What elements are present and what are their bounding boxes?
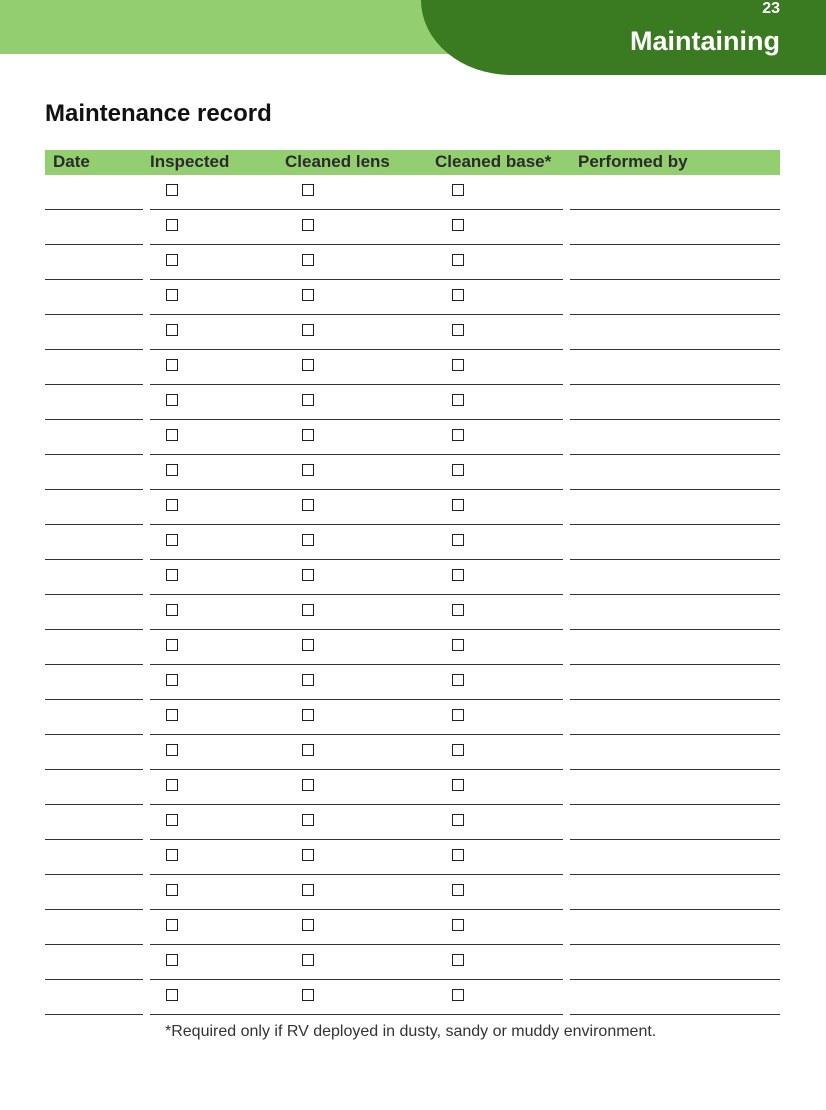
inspected-checkbox[interactable] xyxy=(166,254,178,266)
cleaned-base-checkbox[interactable] xyxy=(452,184,464,196)
inspected-checkbox[interactable] xyxy=(166,744,178,756)
cleaned-base-checkbox[interactable] xyxy=(452,289,464,301)
inspected-checkbox[interactable] xyxy=(166,954,178,966)
cleaned-base-checkbox[interactable] xyxy=(452,324,464,336)
page-number: 23 xyxy=(762,0,780,17)
table-row xyxy=(45,910,780,945)
cleaned-base-checkbox[interactable] xyxy=(452,604,464,616)
cleaned-lens-checkbox[interactable] xyxy=(302,184,314,196)
cleaned-lens-checkbox[interactable] xyxy=(302,779,314,791)
cleaned-lens-checkbox[interactable] xyxy=(302,324,314,336)
inspected-checkbox[interactable] xyxy=(166,884,178,896)
inspected-checkbox[interactable] xyxy=(166,184,178,196)
column-header-date: Date xyxy=(53,152,90,171)
inspected-checkbox[interactable] xyxy=(166,604,178,616)
cleaned-lens-checkbox[interactable] xyxy=(302,884,314,896)
cleaned-lens-checkbox[interactable] xyxy=(302,569,314,581)
cleaned-lens-checkbox[interactable] xyxy=(302,219,314,231)
cleaned-lens-checkbox[interactable] xyxy=(302,709,314,721)
cleaned-base-checkbox[interactable] xyxy=(452,954,464,966)
cleaned-lens-checkbox[interactable] xyxy=(302,604,314,616)
inspected-checkbox[interactable] xyxy=(166,709,178,721)
table-row xyxy=(45,560,780,595)
page-title: Maintenance record xyxy=(45,100,272,127)
cleaned-base-checkbox[interactable] xyxy=(452,779,464,791)
table-row xyxy=(45,210,780,245)
cleaned-base-checkbox[interactable] xyxy=(452,709,464,721)
column-header-performed-by: Performed by xyxy=(578,152,688,171)
date-entry-line[interactable] xyxy=(45,1014,143,1015)
cleaned-base-checkbox[interactable] xyxy=(452,359,464,371)
inspected-checkbox[interactable] xyxy=(166,674,178,686)
inspected-checkbox[interactable] xyxy=(166,569,178,581)
cleaned-base-checkbox[interactable] xyxy=(452,919,464,931)
cleaned-base-checkbox[interactable] xyxy=(452,534,464,546)
column-header-cleaned-base: Cleaned base* xyxy=(435,152,552,171)
section-title: Maintaining xyxy=(630,26,780,56)
inspected-checkbox[interactable] xyxy=(166,429,178,441)
table-row xyxy=(45,280,780,315)
table-row xyxy=(45,420,780,455)
cleaned-lens-checkbox[interactable] xyxy=(302,989,314,1001)
cleaned-lens-checkbox[interactable] xyxy=(302,674,314,686)
cleaned-lens-checkbox[interactable] xyxy=(302,429,314,441)
table-row xyxy=(45,245,780,280)
column-header-inspected: Inspected xyxy=(150,152,230,171)
cleaned-base-checkbox[interactable] xyxy=(452,254,464,266)
cleaned-base-checkbox[interactable] xyxy=(452,394,464,406)
cleaned-lens-checkbox[interactable] xyxy=(302,849,314,861)
inspected-checkbox[interactable] xyxy=(166,919,178,931)
inspected-checkbox[interactable] xyxy=(166,359,178,371)
inspected-checkbox[interactable] xyxy=(166,464,178,476)
maintenance-table-body xyxy=(45,175,780,1015)
cleaned-base-checkbox[interactable] xyxy=(452,814,464,826)
cleaned-lens-checkbox[interactable] xyxy=(302,464,314,476)
checks-divider-line xyxy=(150,1014,563,1015)
cleaned-base-checkbox[interactable] xyxy=(452,569,464,581)
table-row xyxy=(45,840,780,875)
inspected-checkbox[interactable] xyxy=(166,989,178,1001)
inspected-checkbox[interactable] xyxy=(166,814,178,826)
table-header xyxy=(45,150,780,175)
table-row xyxy=(45,595,780,630)
cleaned-lens-checkbox[interactable] xyxy=(302,954,314,966)
inspected-checkbox[interactable] xyxy=(166,534,178,546)
table-row xyxy=(45,385,780,420)
table-row xyxy=(45,525,780,560)
cleaned-lens-checkbox[interactable] xyxy=(302,499,314,511)
table-row xyxy=(45,665,780,700)
cleaned-base-checkbox[interactable] xyxy=(452,464,464,476)
inspected-checkbox[interactable] xyxy=(166,394,178,406)
cleaned-lens-checkbox[interactable] xyxy=(302,289,314,301)
cleaned-base-checkbox[interactable] xyxy=(452,884,464,896)
table-row xyxy=(45,875,780,910)
inspected-checkbox[interactable] xyxy=(166,324,178,336)
table-row xyxy=(45,980,780,1015)
cleaned-lens-checkbox[interactable] xyxy=(302,534,314,546)
cleaned-lens-checkbox[interactable] xyxy=(302,814,314,826)
cleaned-base-checkbox[interactable] xyxy=(452,639,464,651)
cleaned-lens-checkbox[interactable] xyxy=(302,744,314,756)
table-row xyxy=(45,735,780,770)
cleaned-base-checkbox[interactable] xyxy=(452,499,464,511)
cleaned-base-checkbox[interactable] xyxy=(452,674,464,686)
table-row xyxy=(45,350,780,385)
table-row xyxy=(45,490,780,525)
table-row xyxy=(45,945,780,980)
inspected-checkbox[interactable] xyxy=(166,289,178,301)
table-row xyxy=(45,700,780,735)
cleaned-lens-checkbox[interactable] xyxy=(302,254,314,266)
cleaned-base-checkbox[interactable] xyxy=(452,989,464,1001)
inspected-checkbox[interactable] xyxy=(166,639,178,651)
inspected-checkbox[interactable] xyxy=(166,849,178,861)
inspected-checkbox[interactable] xyxy=(166,499,178,511)
cleaned-lens-checkbox[interactable] xyxy=(302,359,314,371)
table-row xyxy=(45,175,780,210)
table-row xyxy=(45,455,780,490)
cleaned-lens-checkbox[interactable] xyxy=(302,394,314,406)
table-row xyxy=(45,770,780,805)
column-header-cleaned-lens: Cleaned lens xyxy=(285,152,390,171)
cleaned-base-checkbox[interactable] xyxy=(452,429,464,441)
table-row xyxy=(45,630,780,665)
cleaned-base-checkbox[interactable] xyxy=(452,219,464,231)
cleaned-lens-checkbox[interactable] xyxy=(302,919,314,931)
table-row xyxy=(45,315,780,350)
performed-by-entry-line[interactable] xyxy=(570,1014,780,1015)
cleaned-base-checkbox[interactable] xyxy=(452,744,464,756)
cleaned-base-checkbox[interactable] xyxy=(452,849,464,861)
inspected-checkbox[interactable] xyxy=(166,219,178,231)
footnote: *Required only if RV deployed in dusty, sandy or muddy environment. xyxy=(165,1023,657,1040)
table-row xyxy=(45,805,780,840)
cleaned-lens-checkbox[interactable] xyxy=(302,639,314,651)
inspected-checkbox[interactable] xyxy=(166,779,178,791)
